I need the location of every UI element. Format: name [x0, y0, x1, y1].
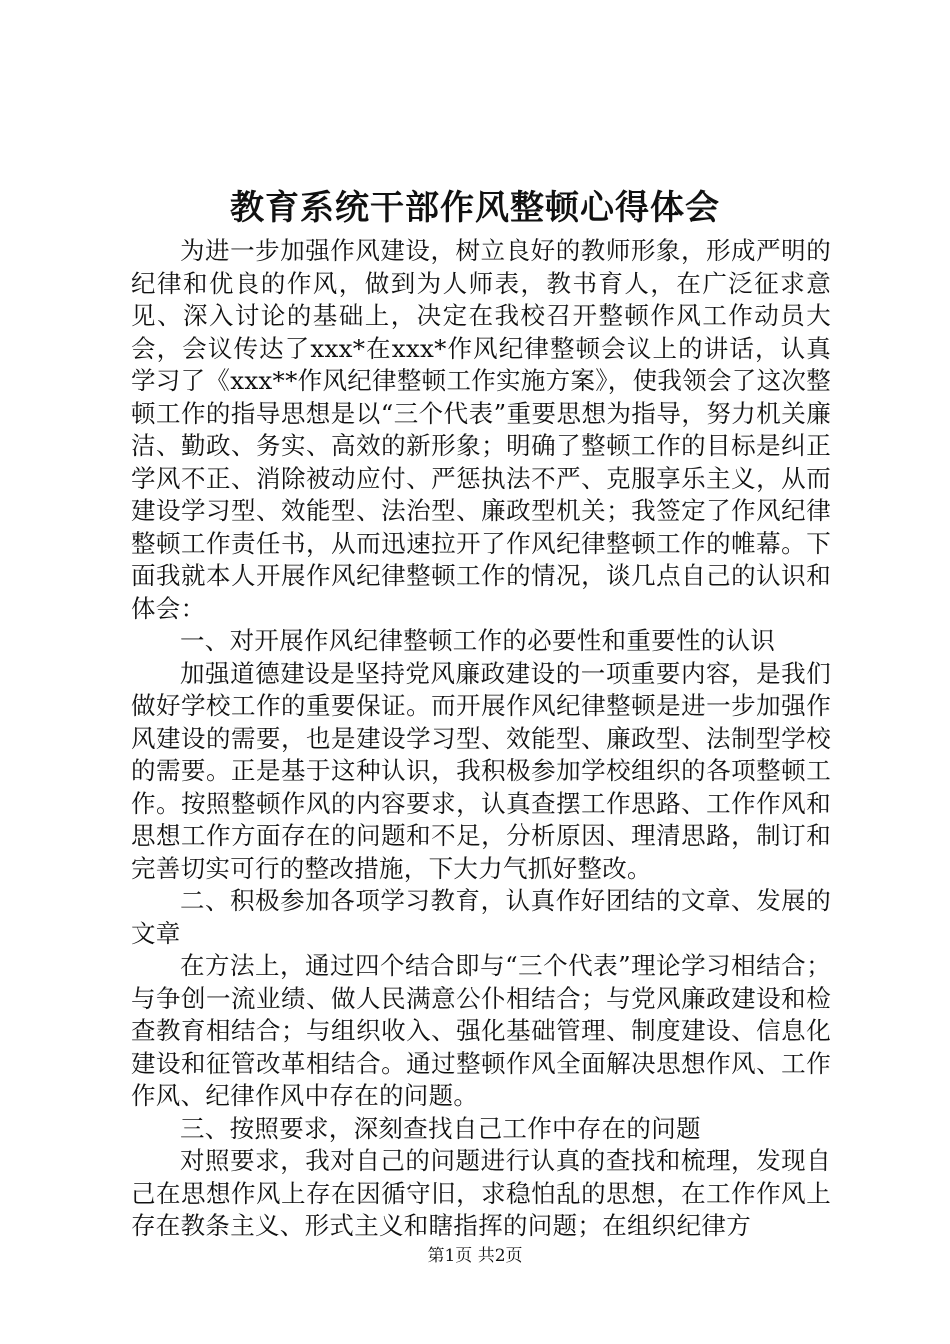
paragraph-section-3: 对照要求，我对自己的问题进行认真的查找和梳理，发现自己在思想作风上存在因循守旧，求稳怕乱的思想，在工作作风上存在教条主义、形式主义和瞎指挥的问题；在组织纪律方 [131, 1146, 831, 1240]
page-footer: 第1页 共2页 [427, 1246, 523, 1266]
paragraph-section-1: 加强道德建设是坚持党风廉政建设的一项重要内容，是我们做好学校工作的重要保证。而开展作风纪律整顿是进一步加强作风建设的需要，也是建设学习型、效能型、廉政型、法制型学校的需要。正是基于这种认识，我积极参加学校组织的各项整顿工作。按照整顿作风的内容要求，认真查摆工作思路、工作作风和思想工作方面存在的问题和不足，分析原因、理清思路，制订和完善切实可行的整改措施，下大力气抓好整改。 [131, 658, 831, 883]
paragraph-intro: 为进一步加强作风建设，树立良好的教师形象，形成严明的纪律和优良的作风，做到为人师表，教书育人，在广泛征求意见、深入讨论的基础上，决定在我校召开整顿作风工作动员大会，会议传达了xxx*在xxx*作风纪律整顿会议上的讲话，认真学习了《xxx**作风纪律整顿工作实施方案》，使我领会了这次整顿工作的指导思想是以“三个代表”重要思想为指导，努力机关廉洁、勤政、务实、高效的新形象；明确了整顿工作的目标是纠正学风不正、消除被动应付、严惩执法不严、克服享乐主义，从而建设学习型、效能型、法治型、廉政型机关；我签定了作风纪律整顿工作责任书，从而迅速拉开了作风纪律整顿工作的帷幕。下面我就本人开展作风纪律整顿工作的情况，谈几点自己的认识和体会： [131, 236, 831, 623]
section-heading-2: 二、积极参加各项学习教育，认真作好团结的文章、发展的文章 [131, 886, 831, 948]
section-heading-3: 三、按照要求，深刻查找自己工作中存在的问题 [180, 1113, 701, 1143]
section-heading-1: 一、对开展作风纪律整顿工作的必要性和重要性的认识 [180, 626, 776, 655]
document-title: 教育系统干部作风整顿心得体会 [230, 188, 720, 228]
document-body [131, 235, 831, 1243]
paragraph-section-2: 在方法上，通过四个结合即与“三个代表”理论学习相结合；与争创一流业绩、做人民满意公仆相结合；与党风廉政建设和检查教育相结合；与组织收入、强化基础管理、制度建设、信息化建设和征管改革相结合。通过整顿作风全面解决思想作风、工作作风、纪律作风中存在的问题。 [131, 951, 831, 1110]
